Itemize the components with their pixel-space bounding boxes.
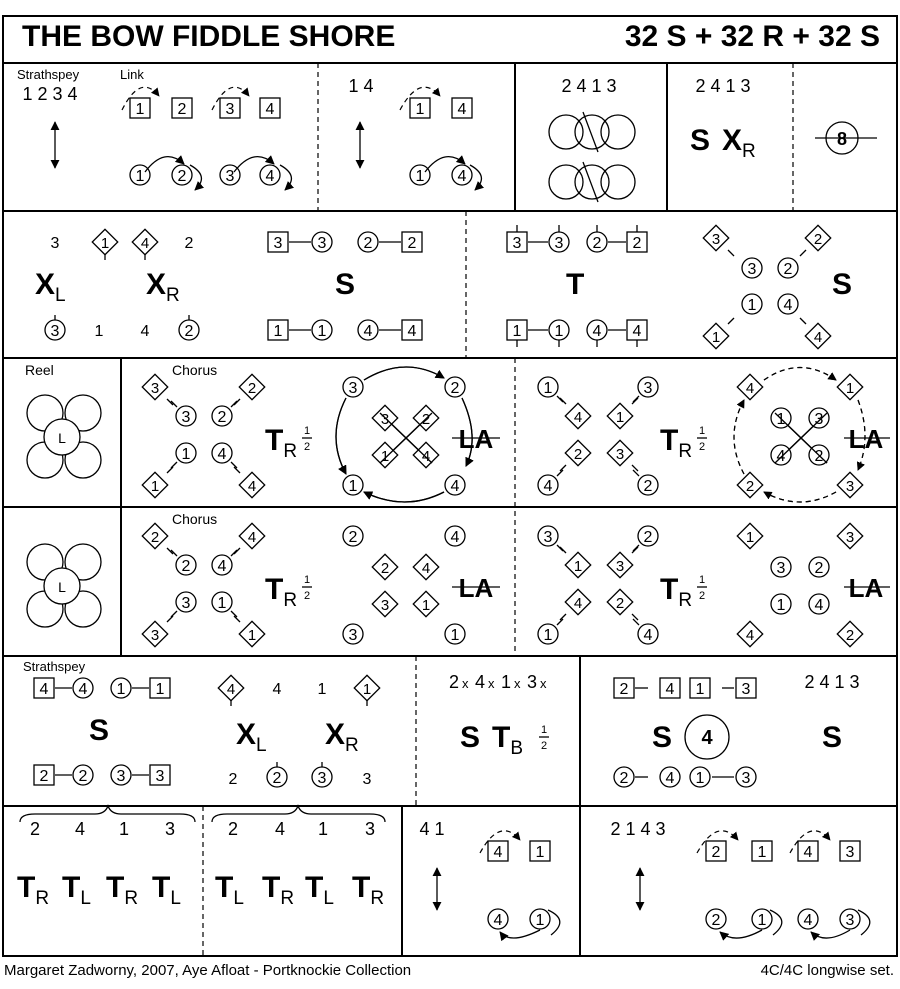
b3-reel-loop-0 [549, 115, 583, 149]
b9-inner-4-label: 4 [783, 297, 793, 314]
reel4-ring-4-label: 4 [745, 627, 755, 644]
t4-order: 2 1 4 3 [610, 819, 666, 839]
reel3-outer-3-tick [167, 616, 173, 622]
s4-top-box-1-label: 1 [695, 681, 705, 698]
t2-fig-1: $T_R$ [262, 871, 295, 909]
b3-cross-a [583, 112, 598, 152]
b9-corner-4-tick [800, 318, 806, 324]
reel3-frac-num: 1 [303, 574, 311, 586]
reel3-outer-1-label: 1 [247, 627, 257, 644]
s1-bottom-circle-3-2-label: 3 [116, 768, 126, 785]
reel4-ring-1-label: 1 [745, 529, 755, 546]
reel4-inner-3-label: 3 [615, 558, 625, 575]
t4-circle-4-label: 4 [803, 912, 813, 929]
s4-top-box-4-label: 4 [665, 681, 675, 698]
reel4-ring-2-label: 2 [845, 627, 855, 644]
reel3-ring-3-label: 3 [348, 627, 358, 644]
s4-order: 2 4 1 3 [804, 672, 860, 692]
reel1-inner-1-label: 1 [181, 446, 191, 463]
reel4-star-3-label: 3 [776, 560, 786, 577]
b1-circle-4-label: 4 [265, 168, 275, 185]
reel1-outer-1-label: 1 [150, 478, 160, 495]
t4-box-2-label: 2 [711, 844, 721, 861]
s2-bottom-2: 2 [228, 771, 238, 788]
reel2-outer-3-tick [633, 396, 639, 402]
reel3-star-4-label: 4 [421, 560, 431, 577]
b3-order: 2 4 1 3 [561, 76, 617, 96]
t4-box-4-label: 4 [803, 844, 813, 861]
reel1-star-2-label: 2 [421, 411, 431, 428]
b8-bottom-circle-4-2-label: 4 [592, 323, 602, 340]
b7-top-circle-3-1-label: 3 [317, 235, 327, 252]
b8-top-box-3-0-label: 3 [512, 235, 522, 252]
reel4-lead-all: LA [848, 573, 884, 603]
reel1-ring-3-label: 3 [348, 380, 358, 397]
b4-fig: S [690, 124, 711, 157]
reel4-outer-1-label: 1 [543, 627, 553, 644]
reel4-outer-2-label: 2 [643, 529, 653, 546]
t2-order-0: 2 [227, 819, 239, 839]
t3-circle-4-label: 4 [493, 912, 503, 929]
t1-fig-1: $T_L$ [62, 871, 91, 909]
s1-fig: S [89, 714, 110, 747]
reel4-inner-1-tick [560, 547, 566, 553]
s4-bottom-circle-4-label: 4 [665, 770, 675, 787]
reel3-ring-arc-b [364, 492, 444, 502]
s3-frac-den: 2 [540, 740, 548, 752]
reel4-star-4-label: 4 [814, 597, 824, 614]
reel3-lead-all: LA [458, 573, 494, 603]
b7-top-box-3-0-label: 3 [273, 235, 283, 252]
b6-bottom-1: 1 [94, 323, 104, 340]
t1-order-0: 2 [29, 819, 41, 839]
s1-bottom-circle-2-1-label: 2 [78, 768, 88, 785]
b1-box-2-label: 2 [177, 101, 187, 118]
reel1-inner-2-label: 2 [217, 409, 227, 426]
s3-fig-t: $T_B$ [492, 721, 524, 759]
reel3-inner-3-tick [171, 611, 177, 617]
b1-circle-1-label: 1 [135, 168, 145, 185]
reel1-outer-3-label: 3 [150, 380, 160, 397]
label-link: Link [120, 67, 144, 82]
reel2-outer-1-label: 1 [543, 380, 553, 397]
reel3-ring-2-label: 2 [348, 529, 358, 546]
t2-order-3: 3 [364, 819, 376, 839]
t2-order-1: 4 [274, 819, 286, 839]
reel3-chorus-label: Chorus [172, 511, 218, 527]
reel3-frac-den: 2 [303, 590, 311, 602]
b9-corner-1-tick [728, 318, 734, 324]
s2-bottom-3: 3 [362, 771, 372, 788]
b6-dia-1-label: 1 [100, 235, 110, 252]
reel1-inner-1-tick [171, 462, 177, 468]
reel1-inner-2-tick [231, 401, 237, 407]
reel1-ring-2-label: 2 [450, 380, 460, 397]
b9-corner-2-label: 2 [813, 231, 823, 248]
reel3-ring-1-label: 1 [450, 627, 460, 644]
reel4-ring-arc-a [764, 368, 836, 381]
reel2-inner-2-label: 2 [573, 446, 583, 463]
b9-corner-2-tick [800, 250, 806, 256]
reel1-ring-1-label: 1 [348, 478, 358, 495]
b6-top-2: 2 [184, 235, 194, 252]
reel1-inner-3-label: 3 [181, 409, 191, 426]
b9-corner-1-label: 1 [711, 329, 721, 346]
b7-top-box-2-3-label: 2 [407, 235, 417, 252]
label-reel: Reel [25, 362, 54, 378]
reel3-inner-1-label: 1 [217, 595, 227, 612]
label-strathspey: Strathspey [17, 67, 80, 82]
reel1-frac-num: 1 [303, 425, 311, 437]
b9-corner-3-tick [728, 250, 734, 256]
s2-dia-1-b-label: 1 [362, 681, 372, 698]
b6-circle-3-label: 3 [50, 323, 60, 340]
reel2-outer-1-tick [557, 396, 563, 402]
reel4-inner-3-tick [632, 547, 638, 553]
reel4-fig: $T_R$ [660, 573, 693, 611]
reel4-inner-2-label: 2 [615, 595, 625, 612]
t2-fig-0: $T_L$ [215, 871, 244, 909]
b5-bars-label: 8 [836, 129, 848, 149]
b3-reel-loop-5 [601, 165, 635, 199]
reel2-fig: $T_R$ [660, 424, 693, 462]
b8-fig: T [566, 268, 585, 301]
reel2-star-2-label: 2 [814, 448, 824, 465]
dance-summary: 32 S + 32 R + 32 S [624, 20, 880, 53]
b1-box-4-label: 4 [265, 101, 275, 118]
footer-formation: 4C/4C longwise set. [760, 962, 894, 979]
s3-order-3: x [488, 676, 495, 691]
s1-top-circle-4-1-label: 4 [78, 681, 88, 698]
reel3-outer-2-label: 2 [150, 529, 160, 546]
reel4-outer-3-label: 3 [543, 529, 553, 546]
t3-box-1-label: 1 [535, 844, 545, 861]
t3-box-4-label: 4 [493, 844, 503, 861]
t1-fig-2: $T_R$ [106, 871, 139, 909]
reel1-lead-label: L [58, 430, 66, 446]
reel2-outer-4-label: 4 [543, 478, 553, 495]
b1-box-1-label: 1 [135, 101, 145, 118]
t1-order-3: 3 [164, 819, 176, 839]
label-strathspey-2: Strathspey [23, 659, 86, 674]
b6-fig-xl: $X_L$ [35, 268, 66, 306]
reel2-outer-3-label: 3 [643, 380, 653, 397]
reel2-inner-1-label: 1 [615, 409, 625, 426]
b6-fig-xr: $X_R$ [146, 268, 180, 306]
b6-bottom-4: 4 [140, 323, 150, 340]
b3-reel-loop-3 [549, 165, 583, 199]
reel2-inner-4-tick [560, 398, 566, 404]
t1-order-2: 1 [118, 819, 130, 839]
reel3-outer-3-label: 3 [150, 627, 160, 644]
reel1-star-3-label: 3 [380, 411, 390, 428]
b1-box-3-label: 3 [225, 101, 235, 118]
reel4-inner-1-label: 1 [573, 558, 583, 575]
b4-order: 2 4 1 3 [695, 76, 751, 96]
reel4-star-1-label: 1 [776, 597, 786, 614]
t4-box-3-label: 3 [845, 844, 855, 861]
s1-bottom-box-3-3-label: 3 [155, 768, 165, 785]
reel4-outer-4-label: 4 [643, 627, 653, 644]
reel1-star-4-label: 4 [421, 448, 431, 465]
reel3-ring-arc-c [336, 398, 346, 474]
b9-inner-2-label: 2 [783, 261, 793, 278]
b7-bottom-circle-4-2-label: 4 [363, 323, 373, 340]
t1-fig-3: $T_L$ [152, 871, 181, 909]
t4-circle-3-label: 3 [845, 912, 855, 929]
reel4-outer-3-tick [557, 545, 563, 551]
t3-turn [500, 930, 540, 938]
reel3-outer-4-label: 4 [247, 529, 257, 546]
reel2-ring-2-label: 2 [745, 478, 755, 495]
reel4-ring-3-label: 3 [845, 529, 855, 546]
reel2-star-3-label: 3 [814, 411, 824, 428]
b3-reel-loop-4 [575, 165, 609, 199]
b8-bottom-box-1-0-label: 1 [512, 323, 522, 340]
reel4-ring-arc-c [734, 400, 744, 474]
t4-box-1-label: 1 [757, 844, 767, 861]
t2-fig-2: $T_L$ [305, 871, 334, 909]
reel3-inner-2-label: 2 [181, 558, 191, 575]
t3-order: 4 1 [419, 819, 445, 839]
reel3-inner-4-tick [231, 550, 237, 556]
b7-fig: S [335, 268, 356, 301]
t1-fig-0: $T_R$ [17, 871, 50, 909]
s3-fig-s: S [460, 721, 481, 754]
t4-turn-b [811, 930, 850, 938]
reel2-frac-den: 2 [698, 441, 706, 453]
reel3-ring-arc-a [364, 367, 444, 380]
footer-credit: Margaret Zadworny, 2007, Aye Afloat - Portknockie Collection [4, 962, 412, 979]
reel4-ring-arc-b [764, 492, 836, 502]
reel1-chorus-label: Chorus [172, 362, 218, 378]
reel4-frac-den: 2 [698, 590, 706, 602]
reel1-star-1-label: 1 [380, 448, 390, 465]
s1-bottom-box-2-0-label: 2 [39, 768, 49, 785]
reel3-lead-label: L [58, 579, 66, 595]
s3-order-6: 3 [527, 672, 538, 692]
b1-circle-2-label: 2 [177, 168, 187, 185]
b8-bottom-box-4-3-label: 4 [632, 323, 642, 340]
b8-bottom-circle-1-1-label: 1 [554, 323, 564, 340]
b7-top-circle-2-2-label: 2 [363, 235, 373, 252]
s3-order-0: 2 [449, 672, 460, 692]
s4-fig-s1: S [652, 721, 673, 754]
reel2-inner-1-tick [632, 398, 638, 404]
s4-top-box-2-label: 2 [619, 681, 629, 698]
b9-inner-1-label: 1 [747, 297, 757, 314]
b1-circle-3-label: 3 [225, 168, 235, 185]
b3-reel-loop-1 [575, 115, 609, 149]
s3-order-4: 1 [501, 672, 512, 692]
t1-order-1: 4 [74, 819, 86, 839]
s4-bottom-circle-1-label: 1 [695, 770, 705, 787]
reel3-star-3-label: 3 [380, 597, 390, 614]
reel4-inner-4-label: 4 [573, 595, 583, 612]
s1-top-circle-1-2-label: 1 [116, 681, 126, 698]
b7-bottom-box-4-3-label: 4 [407, 323, 417, 340]
reel2-outer-2-label: 2 [643, 478, 653, 495]
s4-bottom-circle-3-label: 3 [741, 770, 751, 787]
reel1-ring-4-label: 4 [450, 478, 460, 495]
s1-top-box-4-0-label: 4 [39, 681, 49, 698]
reel2-star-4-label: 4 [776, 448, 786, 465]
s2-dia-4-a-label: 4 [226, 681, 236, 698]
s4-top-box-3-label: 3 [741, 681, 751, 698]
b3-reel-loop-2 [601, 115, 635, 149]
reel2-inner-4-label: 4 [573, 409, 583, 426]
s2-top-1: 1 [317, 681, 327, 698]
s3-order-1: x [462, 676, 469, 691]
reel4-star-2-label: 2 [814, 560, 824, 577]
b9-corner-3-label: 3 [711, 231, 721, 248]
reel4-outer-2-tick [633, 545, 639, 551]
b3-cross-b [583, 162, 598, 202]
b8-top-box-2-3-label: 2 [632, 235, 642, 252]
s4-fig-s2: S [822, 721, 843, 754]
b8-top-circle-2-2-label: 2 [592, 235, 602, 252]
reel1-inner-4-label: 4 [217, 446, 227, 463]
b2-circle-4-label: 4 [457, 168, 467, 185]
s2-fig-xr: $X_R$ [325, 718, 359, 756]
b9-inner-3-label: 3 [747, 261, 757, 278]
reel2-lead-all: LA [848, 424, 884, 454]
t2-order-2: 1 [317, 819, 329, 839]
b4-cross: $X_R$ [722, 124, 756, 162]
b6-top-3: 3 [50, 235, 60, 252]
b9-corner-4-label: 4 [813, 329, 823, 346]
reel1-lead-all: LA [458, 424, 494, 454]
s2-fig-xl: $X_L$ [236, 718, 267, 756]
s3-order-2: 4 [475, 672, 486, 692]
reel1-outer-4-label: 4 [247, 478, 257, 495]
reel2-ring-4-label: 4 [745, 380, 755, 397]
t4-turn-a [720, 930, 762, 938]
b2-order: 1 4 [348, 76, 374, 96]
reel2-ring-3-label: 3 [845, 478, 855, 495]
dance-title: THE BOW FIDDLE SHORE [22, 20, 396, 53]
b6-dia-4-label: 4 [140, 235, 150, 252]
reel1-fig: $T_R$ [265, 424, 298, 462]
s2-top-4: 4 [272, 681, 282, 698]
b7-bottom-circle-1-1-label: 1 [317, 323, 327, 340]
s1-top-box-1-3-label: 1 [155, 681, 165, 698]
reel1-frac-den: 2 [303, 441, 311, 453]
t3-circle-1-label: 1 [535, 912, 545, 929]
b1-order: 1 2 3 4 [22, 84, 78, 104]
b2-box-1-label: 1 [415, 101, 425, 118]
reel3-fig: $T_R$ [265, 573, 298, 611]
reel2-ring-1-label: 1 [845, 380, 855, 397]
reel4-frac-num: 1 [698, 574, 706, 586]
s2-circle-2-label: 2 [272, 770, 282, 787]
b9-fig: S [832, 268, 853, 301]
reel2-star-1-label: 1 [776, 411, 786, 428]
b1-turn-b2 [280, 165, 291, 190]
reel2-inner-3-label: 3 [615, 446, 625, 463]
reel3-inner-4-label: 4 [217, 558, 227, 575]
reel3-outer-4-tick [234, 548, 240, 554]
s3-frac-num: 1 [540, 724, 548, 736]
b2-box-4-label: 4 [457, 101, 467, 118]
s3-order-5: x [514, 676, 521, 691]
reel3-ring-4-label: 4 [450, 529, 460, 546]
b8-top-circle-3-1-label: 3 [554, 235, 564, 252]
reel2-frac-num: 1 [698, 425, 706, 437]
s2-circle-3-label: 3 [317, 770, 327, 787]
b2-circle-1-label: 1 [415, 168, 425, 185]
reel3-star-1-label: 1 [421, 597, 431, 614]
b7-bottom-box-1-0-label: 1 [273, 323, 283, 340]
reel1-outer-1-tick [167, 467, 173, 473]
s4-bottom-circle-2-label: 2 [619, 770, 629, 787]
t4-circle-1-label: 1 [757, 912, 767, 929]
s3-order-7: x [540, 676, 547, 691]
b6-circle-2-label: 2 [184, 323, 194, 340]
reel1-outer-2-label: 2 [247, 380, 257, 397]
reel3-inner-3-label: 3 [181, 595, 191, 612]
s4-bars-label: 4 [701, 727, 713, 749]
t2-fig-3: $T_R$ [352, 871, 385, 909]
reel3-star-2-label: 2 [380, 560, 390, 577]
reel1-outer-2-tick [234, 399, 240, 405]
t4-circle-2-label: 2 [711, 912, 721, 929]
